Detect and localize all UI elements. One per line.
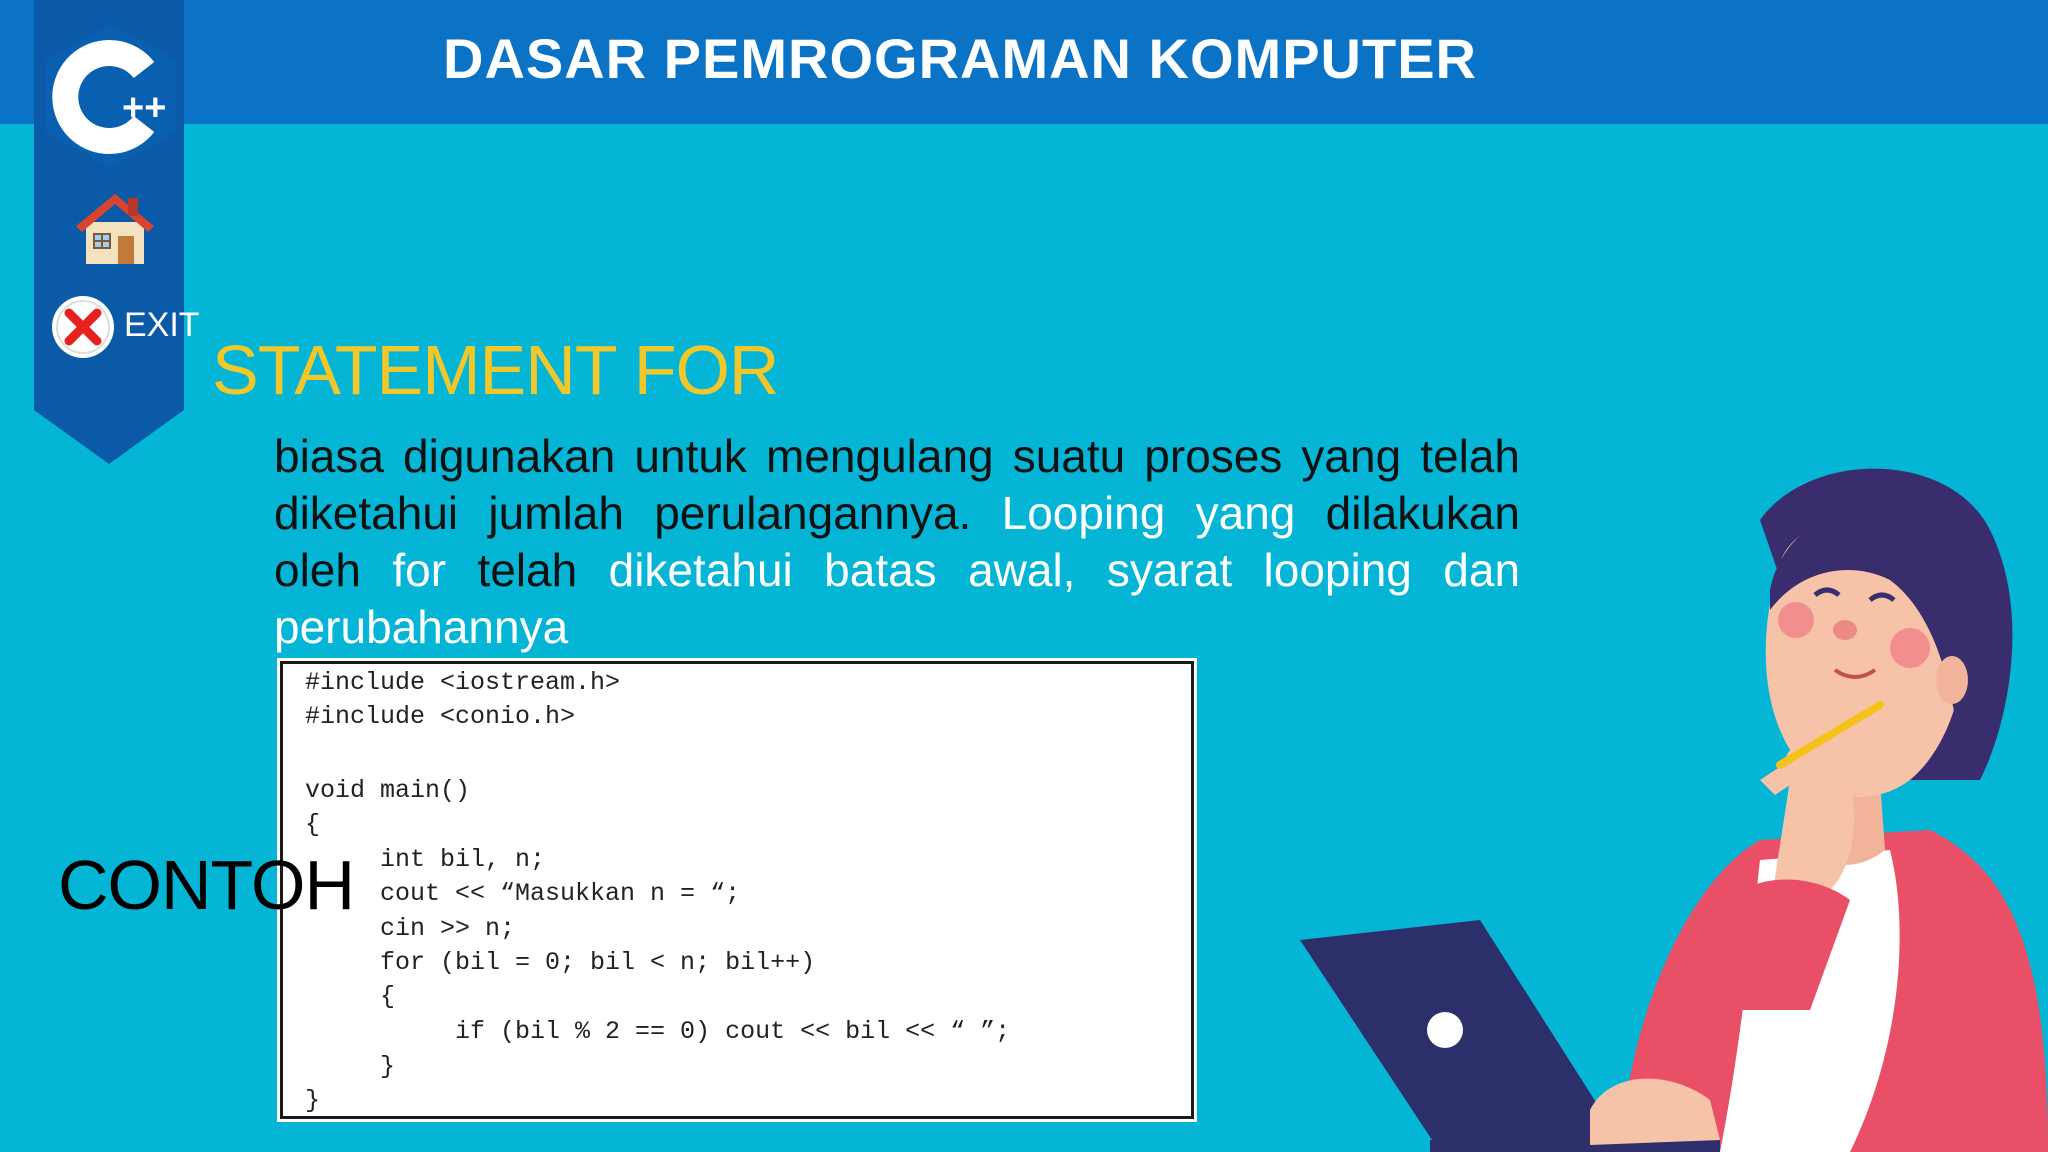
code-line: cout << “Masukkan n = “;: [305, 879, 741, 908]
code-line: #include <iostream.h>: [305, 668, 621, 697]
section-heading: STATEMENT FOR: [212, 331, 779, 409]
example-label: CONTOH: [58, 846, 355, 924]
code-example-box: [280, 661, 1194, 1119]
exit-label: EXIT: [124, 306, 200, 344]
code-line: for (bil = 0; bil < n; bil++): [305, 948, 816, 977]
description-text: dilakukan oleh: [274, 487, 1521, 596]
description-text: telah: [477, 544, 578, 596]
home-icon: [72, 188, 158, 268]
code-line: #include <conio.h>: [305, 702, 576, 731]
code-line: cin >> n;: [305, 914, 516, 943]
code-line: {: [305, 982, 396, 1011]
close-icon: [50, 294, 116, 360]
description-text-highlight: diketahui batas awal,: [608, 544, 1076, 596]
description-text: biasa digunakan untuk mengulang suatu proses yang telah diketahui jumlah perulangannya.: [274, 430, 1520, 539]
svg-text:++: ++: [122, 87, 167, 129]
code-line: if (bil % 2 == 0) cout << bil << “ ”;: [305, 1017, 1011, 1046]
code-line: }: [305, 1086, 321, 1115]
code-line: void main(): [305, 776, 471, 805]
exit-button[interactable]: [50, 294, 200, 360]
home-button[interactable]: [72, 188, 158, 268]
code-line: }: [305, 1052, 396, 1081]
woman-thinking-illustration: [1290, 450, 2048, 1152]
page-title: DASAR PEMROGRAMAN KOMPUTER: [443, 27, 1477, 90]
code-line: {: [305, 810, 321, 839]
description-text-highlight: for: [392, 544, 447, 596]
description-text-highlight: syarat looping dan perubahannya: [274, 544, 1521, 653]
code-line: int bil, n;: [305, 845, 546, 874]
description-text-highlight: Looping yang: [1001, 487, 1296, 539]
